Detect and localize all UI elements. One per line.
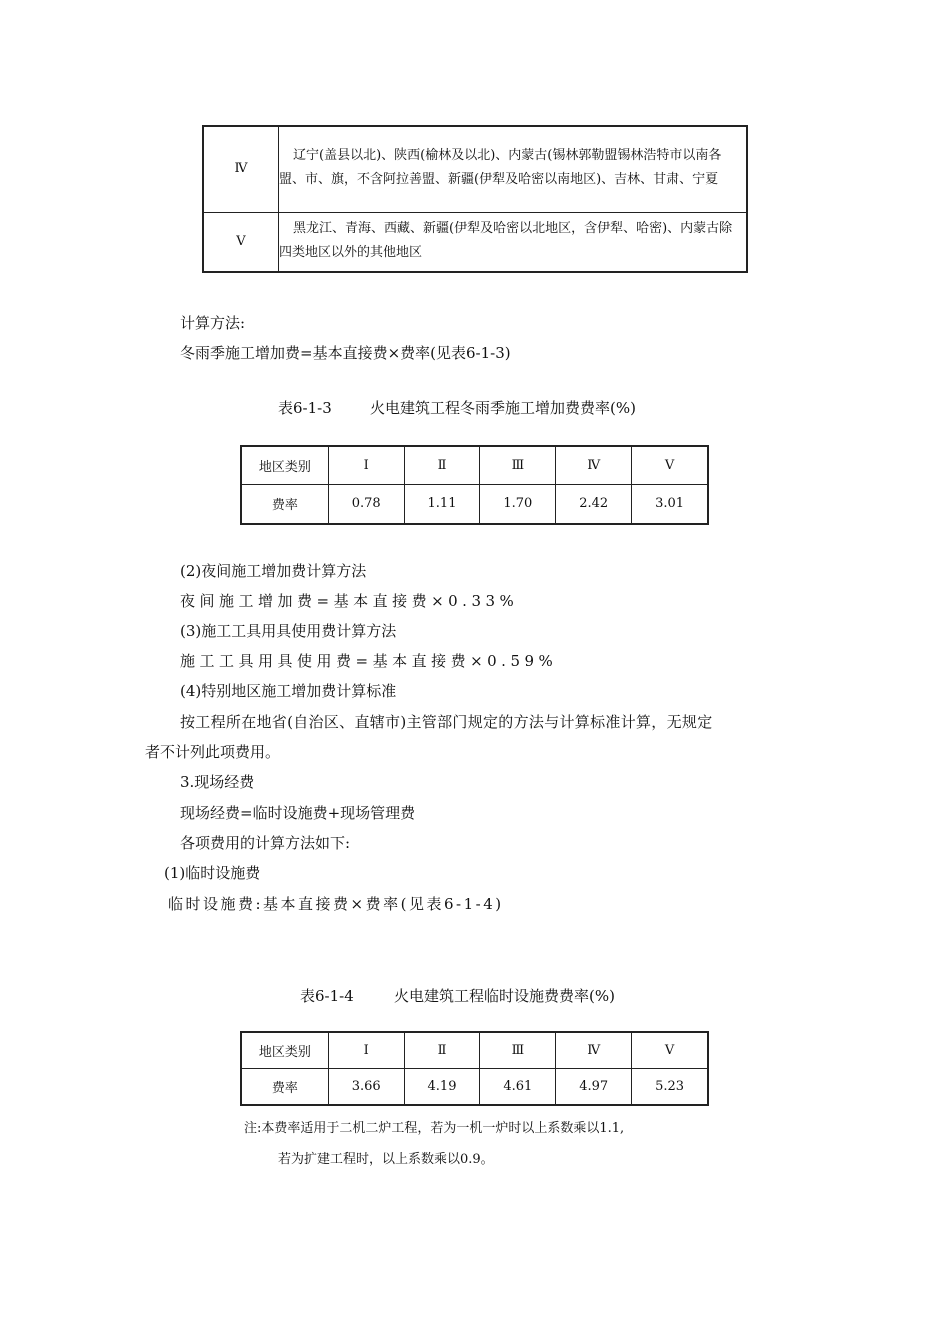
rate-value: 1.70 xyxy=(480,484,556,524)
region-classification-table xyxy=(202,125,748,273)
rate-value: 4.61 xyxy=(480,1068,556,1105)
table-row xyxy=(241,1068,708,1105)
column-header: Ⅱ xyxy=(404,1032,480,1068)
region-class-header: 地区类别 xyxy=(241,1032,328,1068)
rate-value: 5.23 xyxy=(632,1068,708,1105)
rate-value: 2.42 xyxy=(556,484,632,524)
table-614-title: 火电建筑工程临时设施费费率(%) xyxy=(394,987,615,1005)
night-work-formula: 夜间施工增加费=基本直接费×0.33% xyxy=(180,592,519,610)
rate-row-label: 费率 xyxy=(241,484,328,524)
table-row xyxy=(241,484,708,524)
region-list-text: 黑龙江、青海、西藏、新疆(伊犁及哈密以北地区，含伊犁、哈密)、内蒙古除四类地区以外的其他地区 xyxy=(279,220,733,260)
rate-value: 4.19 xyxy=(404,1068,480,1105)
rate-value: 3.66 xyxy=(328,1068,404,1105)
table-613-title: 火电建筑工程冬雨季施工增加费费率(%) xyxy=(370,399,636,417)
special-area-heading: (4)特别地区施工增加费计算标准 xyxy=(180,682,397,700)
region-list-text: 辽宁(盖县以北)、陕西(榆林及以北)、内蒙古(锡林郭勒盟锡林浩特市以南各盟、市、旗，不含阿拉善盟、新疆(伊犁及哈密以南地区)、吉林、甘肃、宁夏 xyxy=(279,148,722,188)
rate-row-label: 费率 xyxy=(241,1068,328,1105)
region-class-header: 地区类别 xyxy=(241,446,328,484)
table-row xyxy=(203,212,747,272)
site-expense-formula: 现场经费=临时设施费+现场管理费 xyxy=(180,804,416,822)
column-header: Ⅳ xyxy=(556,446,632,484)
rate-value: 3.01 xyxy=(632,484,708,524)
table-614 xyxy=(240,1031,709,1106)
table-614-number: 表6-1-4 xyxy=(300,987,354,1005)
column-header: Ⅲ xyxy=(480,1032,556,1068)
special-area-text-line1: 按工程所在地省(自治区、直辖市)主管部门规定的方法与计算标准计算，无规定 xyxy=(180,713,713,731)
region-list-cell xyxy=(279,126,748,212)
table-613-number: 表6-1-3 xyxy=(278,399,332,417)
temp-facility-formula: 临时设施费:基本直接费×费率(见表6-1-4) xyxy=(168,895,504,913)
table-613 xyxy=(240,445,709,525)
temp-facility-heading: (1)临时设施费 xyxy=(164,864,261,882)
region-class-cell: Ⅳ xyxy=(203,126,279,212)
rate-value: 4.97 xyxy=(556,1068,632,1105)
region-class-cell: Ⅴ xyxy=(203,212,279,272)
column-header: Ⅳ xyxy=(556,1032,632,1068)
rate-value: 0.78 xyxy=(328,484,404,524)
column-header: Ⅴ xyxy=(632,1032,708,1068)
tool-fee-heading: (3)施工工具用具使用费计算方法 xyxy=(180,622,397,640)
column-header: Ⅲ xyxy=(480,446,556,484)
night-work-heading: (2)夜间施工增加费计算方法 xyxy=(180,562,367,580)
column-header: Ⅰ xyxy=(328,446,404,484)
tool-fee-formula: 施工工具用具使用费=基本直接费×0.59% xyxy=(180,652,558,670)
column-header: Ⅴ xyxy=(632,446,708,484)
table-header-row xyxy=(241,1032,708,1068)
table-note-line1: 注:本费率适用于二机二炉工程，若为一机一炉时以上系数乘以1.1, xyxy=(244,1121,625,1136)
calc-method-label: 计算方法: xyxy=(180,314,246,332)
table-note-line2: 若为扩建工程时，以上系数乘以0.9。 xyxy=(278,1152,494,1167)
column-header: Ⅰ xyxy=(328,1032,404,1068)
table-row xyxy=(203,126,747,212)
site-expense-heading: 3.现场经费 xyxy=(180,773,255,791)
winter-rain-formula: 冬雨季施工增加费=基本直接费×费率(见表6-1-3) xyxy=(180,344,511,362)
special-area-text-line2: 者不计列此项费用。 xyxy=(145,743,281,761)
rate-value: 1.11 xyxy=(404,484,480,524)
column-header: Ⅱ xyxy=(404,446,480,484)
table-header-row xyxy=(241,446,708,484)
fee-method-intro: 各项费用的计算方法如下: xyxy=(180,834,351,852)
region-list-cell xyxy=(279,212,748,272)
